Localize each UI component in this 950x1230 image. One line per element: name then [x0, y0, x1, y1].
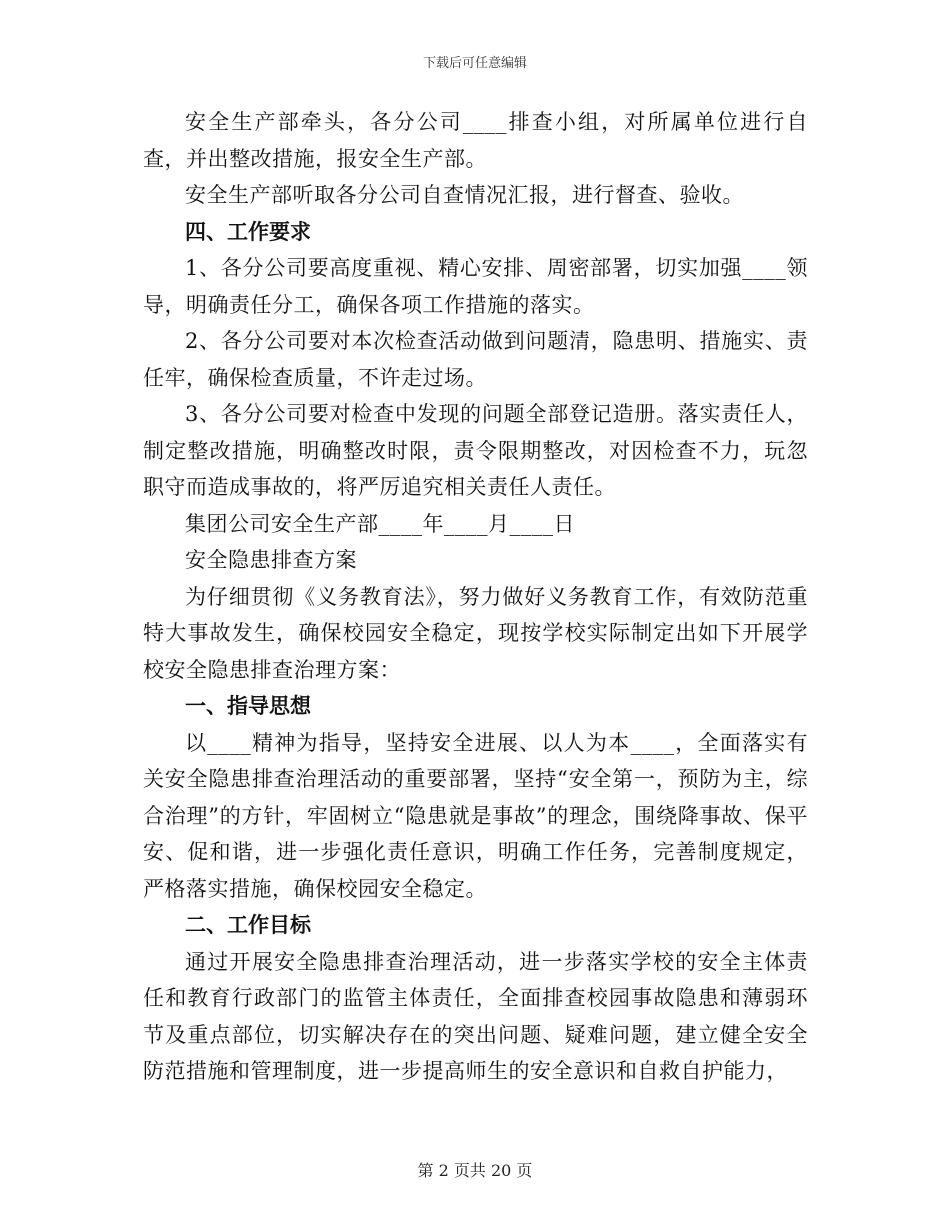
paragraph: 安全生产部牵头，各分公司____排查小组，对所属单位进行自查，并出整改措施，报安全生产部。 [143, 110, 808, 171]
section-heading: 二、工作目标 [185, 912, 311, 937]
document-body [143, 104, 808, 1090]
signature-date-line: 集团公司安全生产部____年____月____日 [185, 511, 575, 536]
paragraph: 通过开展安全隐患排查治理活动，进一步落实学校的安全主体责任和教育行政部门的监管主体责任，全面排查校园事故隐患和薄弱环节及重点部位，切实解决存在的突出问题、疑难问题，建立健全安全防范措施和管理制度，进一步提高师生的安全意识和自救自护能力， [143, 949, 808, 1083]
paragraph: 1、各分公司要高度重视、精心安排、周密部署，切实加强____领导，明确责任分工，确保各项工作措施的落实。 [143, 256, 808, 317]
document-title: 安全隐患排查方案 [185, 548, 357, 572]
paragraph: 为仔细贯彻《义务教育法》，努力做好义务教育工作，有效防范重特大事故发生，确保校园安全稳定，现按学校实际制定出如下开展学校安全隐患排查治理方案： [143, 584, 808, 682]
paragraph: 2、各分公司要对本次检查活动做到问题清，隐患明、措施实、责任牢，确保检查质量，不许走过场。 [143, 329, 808, 390]
paragraph: 安全生产部听取各分公司自查情况汇报，进行督查、验收。 [185, 183, 744, 207]
page-footer: 第 2 页共 20 页 [417, 1161, 533, 1180]
paragraph: 3、各分公司要对检查中发现的问题全部登记造册。落实责任人，制定整改措施，明确整改时限，责令限期整改，对因检查不力，玩忽职守而造成事故的，将严厉追究相关责任人责任。 [143, 402, 808, 499]
section-heading: 四、工作要求 [185, 218, 311, 244]
section-heading: 一、指导思想 [185, 693, 311, 718]
page-header: 下载后可任意编辑 [422, 56, 527, 71]
paragraph: 以____精神为指导，坚持安全进展、以人为本____，全面落实有关安全隐患排查治理活动的重要部署，坚持“安全第一，预防为主，综合治理”的方针，牢固树立“隐患就是事故”的理念，围绕降事故、保平安、促和谐，进一步强化责任意识，明确工作任务，完善制度规定，严格落实措施，确保校园安全稳定。 [143, 730, 808, 901]
